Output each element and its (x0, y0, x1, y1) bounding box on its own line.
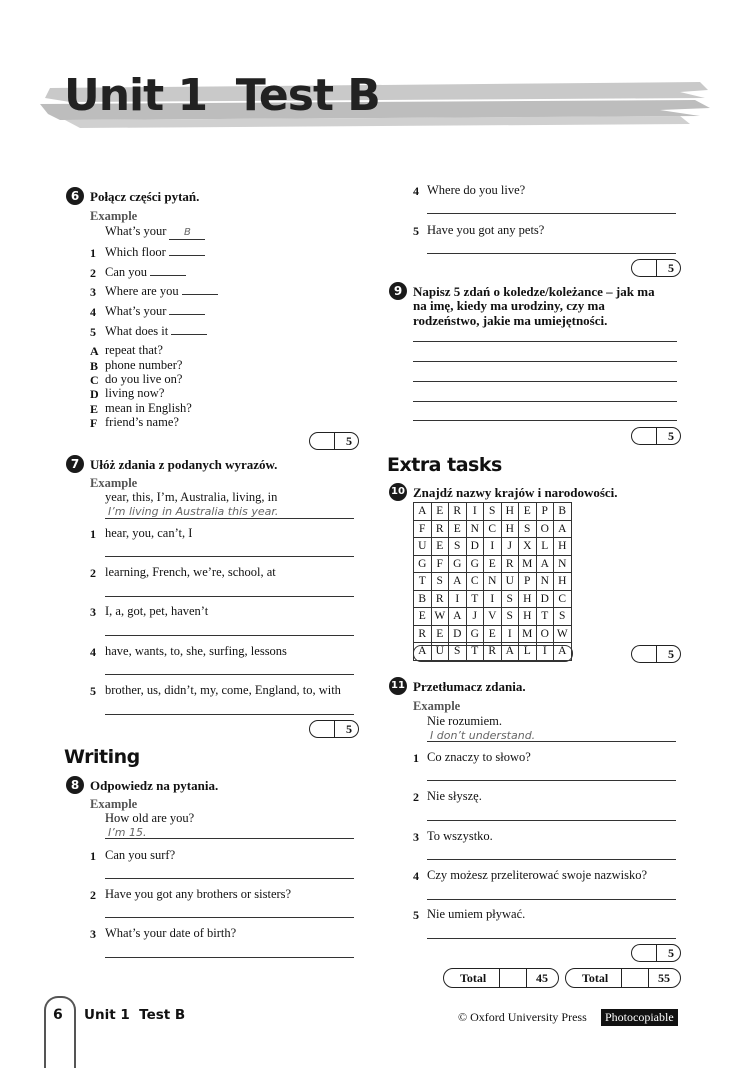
exercise-11-score-box[interactable]: 5 (631, 944, 681, 962)
grid-cell[interactable]: S (519, 520, 537, 538)
option-letter: A (90, 344, 99, 358)
grid-row (414, 608, 572, 626)
exercise-11-example-text: Nie rozumiem. (427, 714, 502, 728)
exercise-6-item: Which floor (105, 245, 205, 260)
exercise-6-instruction: Połącz części pytań. (90, 189, 200, 204)
grid-cell[interactable]: U (414, 538, 432, 556)
grid-cell[interactable]: H (519, 590, 537, 608)
grid-cell[interactable]: N (536, 573, 554, 591)
grid-cell[interactable]: G (466, 625, 484, 643)
item-number: 5 (90, 684, 96, 698)
grid-cell[interactable]: A (414, 643, 432, 661)
exercise-6-option: repeat that? (105, 343, 163, 357)
grid-cell[interactable]: A (414, 503, 432, 521)
answer-line[interactable] (105, 714, 354, 715)
grid-cell[interactable]: A (449, 608, 467, 626)
grid-cell[interactable]: C (466, 573, 484, 591)
grid-cell[interactable]: R (431, 520, 449, 538)
total-box-45[interactable] (443, 968, 559, 988)
grid-cell[interactable]: H (554, 573, 572, 591)
exercise-6-option: mean in English? (105, 401, 192, 415)
exercise-8-item: Have you got any brothers or sisters? (105, 887, 292, 901)
answer-line (105, 518, 354, 519)
total-value: 55 (658, 971, 670, 985)
exercise-11-item: Nie słyszę. (427, 789, 482, 803)
grid-cell[interactable]: R (414, 625, 432, 643)
exercise-6-score-box[interactable]: 5 (309, 432, 359, 450)
exercise-7-example-label: Example (90, 476, 138, 490)
exercise-8-example-text: How old are you? (105, 811, 195, 825)
exercise-8-item: Have you got any pets? (427, 223, 545, 237)
answer-line[interactable] (427, 938, 676, 939)
grid-cell[interactable]: T (414, 573, 432, 591)
answer-line[interactable] (413, 420, 677, 421)
grid-cell[interactable]: M (519, 625, 537, 643)
grid-cell[interactable]: U (501, 573, 519, 591)
grid-row (414, 590, 572, 608)
grid-cell[interactable]: T (466, 590, 484, 608)
answer-blank[interactable] (169, 245, 205, 256)
exercise-6-item: Can you (105, 265, 186, 280)
grid-cell[interactable]: G (466, 555, 484, 573)
section-heading-extra-tasks: Extra tasks (387, 454, 502, 476)
grid-cell[interactable]: J (501, 538, 519, 556)
word-search-grid[interactable] (413, 502, 572, 661)
grid-cell[interactable]: B (554, 503, 572, 521)
exercise-10-number: 10 (389, 483, 407, 501)
item-number: 2 (90, 266, 96, 280)
exercise-7-score-box[interactable]: 5 (309, 720, 359, 738)
answer-blank[interactable] (171, 324, 207, 335)
grid-row (414, 503, 572, 521)
exercise-8-example-answer: I’m 15. (108, 826, 147, 839)
grid-cell[interactable]: E (414, 608, 432, 626)
item-number: 1 (90, 246, 96, 260)
grid-cell[interactable]: I (501, 625, 519, 643)
grid-cell[interactable]: A (449, 573, 467, 591)
option-letter: D (90, 387, 99, 401)
answer-line[interactable] (105, 957, 354, 958)
grid-cell[interactable]: P (519, 573, 537, 591)
exercise-11-instruction: Przetłumacz zdania. (413, 679, 526, 694)
grid-cell[interactable]: V (484, 608, 502, 626)
exercise-11-number: 11 (389, 677, 407, 695)
item-number: 3 (90, 927, 96, 941)
exercise-9-instruction: rodzeństwo, jakie ma umiejętności. (413, 313, 608, 328)
grid-cell[interactable]: X (519, 538, 537, 556)
answer-line[interactable] (105, 596, 354, 597)
photocopiable-badge: Photocopiable (601, 1009, 678, 1026)
total-label: Total (582, 971, 609, 985)
exercise-9-instruction: Napisz 5 zdań o koledze/koleżance – jak ma (413, 284, 655, 299)
answer-line[interactable] (105, 674, 354, 675)
exercise-6-number: 6 (66, 187, 84, 205)
item-number: 5 (90, 325, 96, 339)
answer-line[interactable] (427, 820, 676, 821)
grid-cell[interactable]: O (536, 625, 554, 643)
grid-cell[interactable]: C (554, 590, 572, 608)
grid-cell[interactable]: H (519, 608, 537, 626)
answer-line[interactable] (427, 899, 676, 900)
exercise-11-item: Czy możesz przeliterować swoje nazwisko? (427, 868, 648, 882)
exercise-9-number: 9 (389, 282, 407, 300)
grid-cell[interactable]: F (431, 555, 449, 573)
grid-cell[interactable]: I (536, 643, 554, 661)
answer-line (105, 838, 354, 839)
item-number: 2 (90, 566, 96, 580)
exercise-7-item: hear, you, can’t, I (105, 526, 193, 540)
item-number: 1 (413, 751, 419, 765)
grid-cell[interactable]: E (431, 503, 449, 521)
grid-row (414, 520, 572, 538)
grid-cell[interactable]: S (449, 538, 467, 556)
grid-cell[interactable]: I (466, 503, 484, 521)
page-title: Unit 1 Test B (64, 70, 380, 121)
exercise-10-instruction: Znajdź nazwy krajów i narodowości. (413, 485, 618, 500)
exercise-8-item: Can you surf? (105, 848, 176, 862)
grid-cell[interactable]: L (519, 643, 537, 661)
exercise-10-score-box[interactable]: 5 (631, 645, 681, 663)
exercise-9-instruction: na imę, kiedy ma urodziny, czy ma (413, 298, 605, 313)
exercise-6-option: friend’s name? (105, 415, 179, 429)
exercise-7-item: I, a, got, pet, haven’t (105, 604, 209, 618)
grid-cell[interactable]: E (484, 625, 502, 643)
exercise-11-example-answer: I don’t understand. (430, 729, 536, 742)
item-number: 4 (413, 184, 419, 198)
exercise-7-example-answer: I’m living in Australia this year. (108, 505, 279, 518)
grid-cell[interactable]: A (554, 520, 572, 538)
grid-cell[interactable]: A (536, 555, 554, 573)
grid-cell[interactable]: S (554, 608, 572, 626)
grid-cell[interactable]: H (501, 503, 519, 521)
grid-cell[interactable]: R (484, 643, 502, 661)
answer-line[interactable] (413, 361, 677, 362)
option-letter: F (90, 416, 98, 430)
total-box-55[interactable] (565, 968, 681, 988)
grid-row (414, 625, 572, 643)
item-number: 3 (413, 830, 419, 844)
item-number: 2 (413, 790, 419, 804)
option-letter: E (90, 402, 99, 416)
grid-cell[interactable]: W (554, 625, 572, 643)
copyright-text: © Oxford University Press (458, 1010, 587, 1024)
exercise-7-example-text: year, this, I’m, Australia, living, in (105, 490, 278, 504)
exercise-7-item: have, wants, to, she, surfing, lessons (105, 644, 287, 658)
grid-cell[interactable]: L (536, 538, 554, 556)
grid-cell[interactable]: E (431, 538, 449, 556)
item-number: 3 (90, 285, 96, 299)
exercise-6-example-label: Example (90, 209, 138, 223)
grid-cell[interactable]: F (414, 520, 432, 538)
item-number: 4 (413, 869, 419, 883)
grid-cell[interactable]: A (501, 643, 519, 661)
answer-line[interactable] (427, 859, 676, 860)
grid-cell[interactable]: J (466, 608, 484, 626)
exercise-7-number: 7 (66, 455, 84, 473)
item-number: 1 (90, 527, 96, 541)
exercise-9-score-box[interactable]: 5 (631, 427, 681, 445)
answer-line[interactable] (427, 213, 676, 214)
grid-cell[interactable]: M (519, 555, 537, 573)
grid-cell[interactable]: I (484, 538, 502, 556)
grid-cell[interactable]: U (431, 643, 449, 661)
grid-cell[interactable]: D (536, 590, 554, 608)
exercise-7-item: learning, French, we’re, school, at (105, 565, 276, 579)
exercise-6-example-text: What’s your B (105, 224, 205, 240)
item-number: 4 (90, 645, 96, 659)
exercise-8-item: What’s your date of birth? (105, 926, 237, 940)
grid-cell[interactable]: G (414, 555, 432, 573)
grid-cell[interactable]: C (484, 520, 502, 538)
grid-cell[interactable]: W (431, 608, 449, 626)
exercise-11-example-label: Example (413, 699, 461, 713)
exercise-11-item: Co znaczy to słowo? (427, 750, 531, 764)
total-value: 45 (536, 971, 548, 985)
page-number: 6 (53, 1007, 63, 1023)
grid-cell[interactable]: N (554, 555, 572, 573)
answer-line (427, 741, 676, 742)
answer-line[interactable] (413, 381, 677, 382)
item-number: 3 (90, 605, 96, 619)
item-number: 2 (90, 888, 96, 902)
grid-cell[interactable]: R (449, 503, 467, 521)
answer-blank[interactable] (182, 284, 218, 295)
grid-cell[interactable]: E (431, 625, 449, 643)
grid-cell[interactable]: S (484, 503, 502, 521)
answer-line[interactable] (427, 253, 676, 254)
grid-cell[interactable]: S (449, 643, 467, 661)
exercise-6-item: What does it (105, 324, 207, 339)
grid-cell[interactable]: R (501, 555, 519, 573)
exercise-6-item: Where are you (105, 284, 218, 299)
grid-cell[interactable]: N (484, 573, 502, 591)
option-letter: B (90, 359, 99, 373)
grid-cell[interactable]: S (431, 573, 449, 591)
answer-line[interactable] (413, 341, 677, 342)
grid-cell[interactable]: S (501, 590, 519, 608)
exercise-6-example-answer: B (184, 227, 191, 238)
exercise-11-item: Nie umiem pływać. (427, 907, 526, 921)
grid-cell[interactable]: H (554, 538, 572, 556)
exercise-11-item: To wszystko. (427, 829, 493, 843)
section-heading-writing: Writing (64, 746, 140, 768)
grid-cell[interactable]: D (449, 625, 467, 643)
grid-cell[interactable]: E (484, 555, 502, 573)
grid-cell[interactable]: D (466, 538, 484, 556)
grid-cell[interactable]: O (536, 520, 554, 538)
grid-cell[interactable]: T (466, 643, 484, 661)
grid-cell[interactable]: N (466, 520, 484, 538)
item-number: 1 (90, 849, 96, 863)
exercise-7-instruction: Ułóż zdania z podanych wyrazów. (90, 457, 278, 472)
answer-line[interactable] (105, 556, 354, 557)
item-number: 5 (413, 224, 419, 238)
answer-line[interactable] (413, 401, 677, 402)
answer-line[interactable] (105, 635, 354, 636)
grid-cell[interactable]: E (449, 520, 467, 538)
exercise-8-score-box[interactable]: 5 (631, 259, 681, 277)
answer-blank[interactable] (169, 304, 205, 315)
exercise-7-item: brother, us, didn’t, my, come, England, to, with (105, 683, 341, 697)
grid-cell[interactable]: T (536, 608, 554, 626)
grid-row (414, 555, 572, 573)
exercise-8-item: Where do you live? (427, 183, 526, 197)
exercise-6-option: living now? (105, 386, 165, 400)
item-number: 4 (90, 305, 96, 319)
grid-cell[interactable]: E (519, 503, 537, 521)
exercise-6-item: What’s your (105, 304, 205, 319)
grid-row (414, 643, 572, 661)
grid-row (414, 538, 572, 556)
exercise-8-number: 8 (66, 776, 84, 794)
grid-cell[interactable]: G (449, 555, 467, 573)
footer-unit-title: Unit 1 Test B (84, 1007, 186, 1023)
grid-cell[interactable]: I (484, 590, 502, 608)
grid-cell[interactable]: I (449, 590, 467, 608)
grid-cell[interactable]: R (431, 590, 449, 608)
grid-cell[interactable]: S (501, 608, 519, 626)
answer-line[interactable] (105, 878, 354, 879)
exercise-6-option: do you live on? (105, 372, 183, 386)
answer-line[interactable] (105, 917, 354, 918)
total-label: Total (460, 971, 487, 985)
answer-blank[interactable] (150, 265, 186, 276)
exercise-6-option: phone number? (105, 358, 183, 372)
answer-line[interactable] (427, 780, 676, 781)
grid-cell[interactable]: H (501, 520, 519, 538)
grid-cell[interactable]: P (536, 503, 554, 521)
exercise-8-instruction: Odpowiedz na pytania. (90, 778, 219, 793)
grid-cell[interactable]: A (554, 643, 572, 661)
exercise-8-example-label: Example (90, 797, 138, 811)
option-letter: C (90, 373, 99, 387)
item-number: 5 (413, 908, 419, 922)
grid-row (414, 573, 572, 591)
grid-cell[interactable]: B (414, 590, 432, 608)
